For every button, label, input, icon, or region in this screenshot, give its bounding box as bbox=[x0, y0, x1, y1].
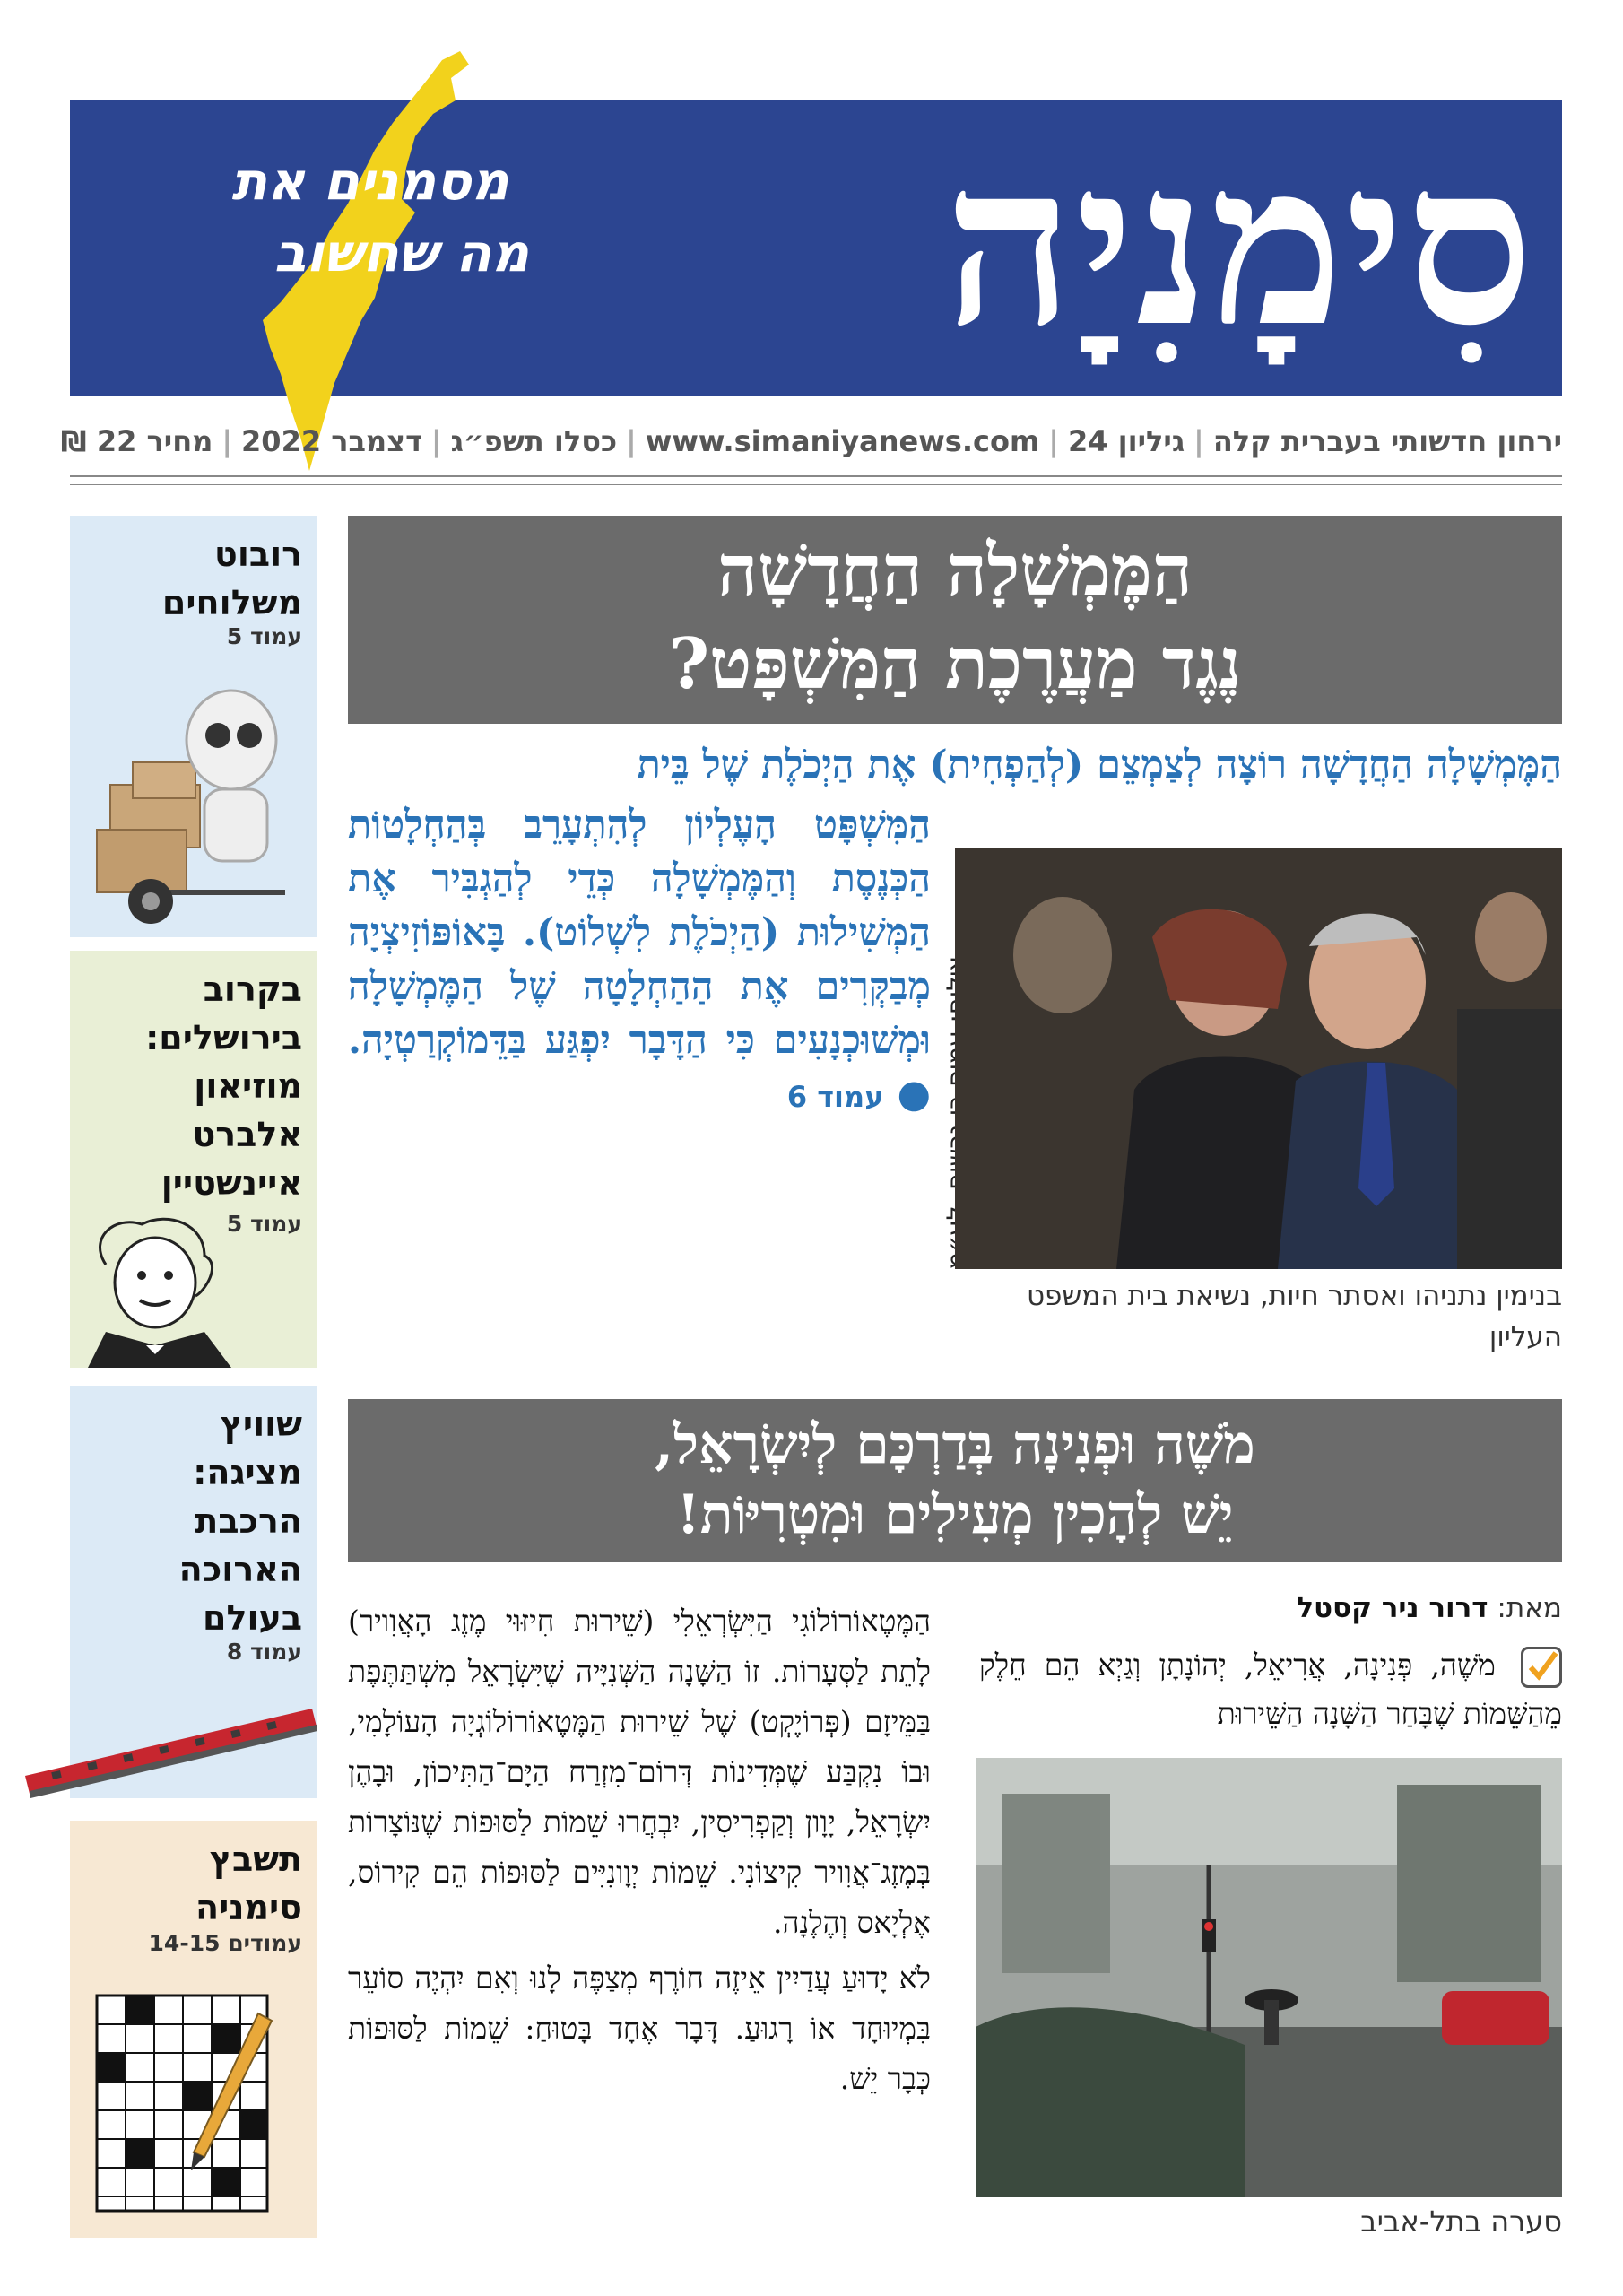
info-hebrew-date: כסלו תשפ״ג bbox=[450, 424, 618, 458]
people-photo-icon bbox=[955, 848, 1562, 1269]
article2-paragraph-1: הַמֶּטֶאוֹרוֹלוֹגִי הַיִּשְׂרְאֵלִי (שֵׁירוּת חִיזּוּי מֶזֶג הָאֲוִויר) לָתֵת לַסְּעָרוֹת. זוֹ הַשָּׁנָה הַשְּׁנִיָּיה שֶׁיִּשְׂרָאֵל מִשְׁתַּתֶּפֶת בַּמֵּיזָם (פְּרוֹיֶקְט) שֶׁל שֵׁירוּת הַמֶּטֶאוֹרוֹלוֹגְיָה הָעוֹלָמִי, וּבוֹ נִקְבַּע שֶׁמְּדִינוֹת דְּרוֹם־מִזְרַח הַיָּם־הַתִּיכוֹן, וּבָהֶן יִשְׂרָאֵל, יָוָון וְקַפְרִיסִין, יִבְחֲרוּ שֵׁמוֹת לַסּוּפוֹת שֶׁנּוֹצָרוֹת בְּמֶזֶג־אֲוִויר קִיצוֹנִי. שֵׁמוֹת יְוָונִיִּים לַסּוּפוֹת הֵם קִירוֹס, אֶלְיָאס וְהֶלֶנָה. bbox=[348, 1604, 931, 1940]
article2-byline bbox=[1297, 1592, 1562, 1624]
article1-photo bbox=[955, 848, 1562, 1269]
article1-body bbox=[348, 798, 931, 1124]
sidebar-item-page: עמוד 5 bbox=[226, 1211, 302, 1237]
info-bar: ירחון חדשותי בעברית קלה|גיליון 24|www.simaniyanews.com|כסלו תשפ״ג|דצמבר 2022|מחיר 22 ₪ bbox=[60, 424, 1562, 458]
sidebar-item-title: שוויץ מציגה: הרכבת הארוכה בעולם bbox=[178, 1405, 302, 1638]
rain-street-photo-icon bbox=[976, 1758, 1562, 2197]
sidebar-item-title: רובוט משלוחים bbox=[161, 535, 302, 622]
sidebar-item-crossword[interactable] bbox=[70, 1821, 317, 2238]
sidebar-item-page: עמוד 8 bbox=[226, 1639, 302, 1665]
article2-right-column bbox=[979, 1641, 1562, 1738]
article1-caption: בנימין נתניהו ואסתר חיות, נשיאת בית המשפט העליון bbox=[1026, 1280, 1562, 1353]
divider bbox=[70, 475, 1562, 477]
sidebar-item-train[interactable] bbox=[70, 1386, 317, 1798]
article2-left-column bbox=[348, 1596, 931, 2109]
einstein-icon bbox=[70, 1211, 249, 1368]
masthead bbox=[70, 100, 1562, 396]
masthead-title: סִימָנִיָה bbox=[944, 112, 1535, 376]
tagline-line-2: מה שחשוב bbox=[274, 222, 529, 283]
info-website[interactable]: www.simaniyanews.com bbox=[645, 424, 1040, 458]
tagline-line-1: מסמנים את bbox=[231, 151, 509, 212]
sidebar-item-page: עמודים 14-15 bbox=[148, 1930, 302, 1956]
article2-headline[interactable] bbox=[348, 1399, 1562, 1562]
delivery-robot-icon bbox=[88, 677, 312, 928]
article1-intro: הַמֶּמְשָׁלָה הַחֲדָשָׁה רוֹצָה לְצַמְצֵם (לְהַפְחִית) אֶת הַיְכֹלֶת שֶׁל בֵּית bbox=[637, 743, 1562, 787]
sidebar-item-robot[interactable] bbox=[70, 516, 317, 937]
article2-photo bbox=[976, 1758, 1562, 2197]
crossword-icon bbox=[88, 1978, 303, 2220]
article2-caption: סערה בתל-אביב bbox=[1360, 2205, 1562, 2239]
sidebar-item-einstein[interactable] bbox=[70, 951, 317, 1368]
sidebar-item-page: עמוד 5 bbox=[226, 623, 302, 649]
bullet-dot-icon: ● bbox=[883, 1072, 931, 1117]
headline-line-2: יֵשׁ לְהָכִין מְעִילִים וּמִטְרִיּוֹת! bbox=[676, 1483, 1234, 1546]
article1-page-ref[interactable]: עמוד 6 bbox=[786, 1080, 884, 1114]
divider bbox=[70, 484, 1562, 485]
info-issue: גיליון 24 bbox=[1067, 424, 1185, 458]
byline-label: מאת: bbox=[1497, 1592, 1562, 1624]
article1-body-text: הַמִּשְׁפָּט הָעֶלְיוֹן לְהִתְעָרֵב בְּהַחְלָטוֹת הַכְּנֶסֶת וְהַמֶּמְשָׁלָה כְּדֵי לְהַגְבִּיר אֶת הַמְּשִׁילוּת (הַיְכֹלֶת לִשְׁלוֹט). בָּאוֹפּוֹזִיצְיָה מְבַקְּרִים אֶת הַהַחְלָטָה שֶׁל הַמֶּמְשָׁלָה וּמְשׁוּכְנָעִים כִּי הַדָּבָר יִפְגַּע בַּדֵּמוֹקְרַטְיָה. bbox=[348, 803, 931, 1063]
headline-line-1: הַמֶּמְשָׁלָה הַחֲדָשָׁה bbox=[717, 530, 1193, 612]
info-date: דצמבר 2022 bbox=[241, 424, 422, 458]
checkmark-icon bbox=[1521, 1647, 1562, 1688]
article2-paragraph-2: לֹא יָדוּעַ עֲדַיִין אֵיזֶה חוֹרֶף מְצַפֶּה לָנוּ וְאִם יִהְיֶה סוֹעֵר בִּמְיוּחָד אוֹ רָגוּעַ. דָּבָר אֶחָד בָּטוּחַ: שֵׁמוֹת לַסּוּפוֹת כְּבָר יֵשׁ. bbox=[348, 1961, 931, 2096]
article1-headline[interactable] bbox=[348, 516, 1562, 724]
sidebar-item-title: תשבץ סימניה bbox=[195, 1839, 302, 1927]
train-icon bbox=[16, 1691, 321, 1807]
info-price: מחיר 22 ₪ bbox=[60, 424, 213, 458]
article2-right-text: מֹשֶׁה, פְּנִינָה, אֲרִיאֵל, יְהוֹנָתָן וְגַיְא הֵם חֵלֶק מֵהַשֵּׁמוֹת שֶׁבָּחַר הַשָּׁנָה הַשֵּׁירוּת bbox=[979, 1648, 1562, 1731]
info-description: ירחון חדשותי בעברית קלה bbox=[1212, 424, 1562, 458]
byline-name: דרור ניר קסטל bbox=[1297, 1592, 1488, 1624]
headline-line-1: מֹשֶׁה וּפְנִינָה בְּדַרְכָּם לְיִשְׂרָאֵל, bbox=[655, 1413, 1255, 1476]
headline-line-2: נֶגֶד מַעֲרֶכֶת הַמִּשְׁפָּט? bbox=[668, 623, 1242, 705]
sidebar-item-title: בקרוב בירושלים: מוזיאון אלברט איינשטיין bbox=[145, 970, 302, 1203]
masthead-tagline bbox=[169, 145, 599, 289]
